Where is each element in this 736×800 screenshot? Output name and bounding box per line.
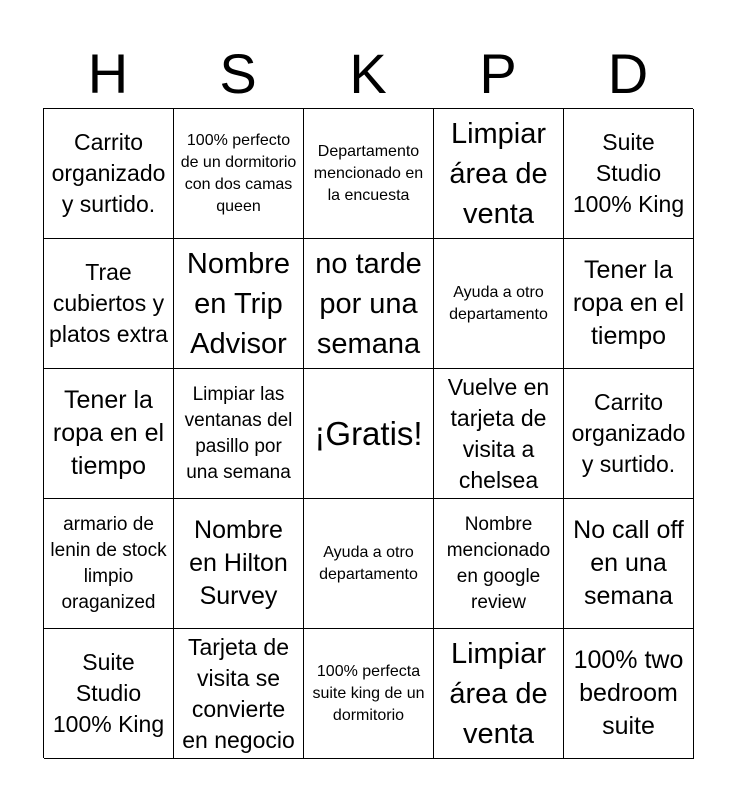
bingo-cell[interactable] bbox=[174, 109, 304, 239]
cell-text: Departamento mencionado en la encuesta bbox=[313, 142, 424, 204]
bingo-cell[interactable] bbox=[434, 239, 564, 369]
cell-text: Carrito organizado y surtido. bbox=[571, 389, 686, 477]
bingo-cell[interactable] bbox=[304, 109, 434, 239]
cell-text: Tener la ropa en el tiempo bbox=[52, 386, 165, 480]
bingo-cell[interactable] bbox=[434, 109, 564, 239]
bingo-cell[interactable] bbox=[434, 499, 564, 629]
bingo-cell[interactable] bbox=[564, 629, 694, 759]
bingo-cell[interactable] bbox=[304, 239, 434, 369]
header-letter-p: P bbox=[479, 42, 517, 105]
bingo-header bbox=[43, 40, 693, 108]
cell-text: Trae cubiertos y platos extra bbox=[49, 259, 168, 347]
header-letter-k: K bbox=[349, 42, 387, 105]
cell-text: Suite Studio 100% King bbox=[572, 129, 685, 217]
cell-text: Limpiar área de venta bbox=[449, 637, 548, 750]
cell-text: 100% two bedroom suite bbox=[573, 646, 684, 740]
bingo-cell[interactable] bbox=[44, 629, 174, 759]
cell-text: Limpiar área de venta bbox=[449, 117, 548, 230]
header-letter-s: S bbox=[219, 42, 257, 105]
cell-text: Limpiar las ventanas del pasillo por una semana bbox=[184, 383, 293, 483]
cell-text: Nombre en Trip Advisor bbox=[186, 247, 291, 360]
cell-text: Tener la ropa en el tiempo bbox=[572, 256, 685, 350]
header-letter-h: H bbox=[87, 42, 129, 105]
cell-text: Nombre en Hilton Survey bbox=[189, 516, 288, 610]
bingo-cell[interactable] bbox=[434, 369, 564, 499]
cell-text: No call off en una semana bbox=[573, 516, 684, 610]
bingo-cell[interactable] bbox=[174, 369, 304, 499]
cell-text: Suite Studio 100% King bbox=[52, 649, 165, 737]
bingo-cell[interactable] bbox=[564, 109, 694, 239]
cell-text: 100% perfecta suite king de un dormitorio bbox=[312, 662, 425, 724]
bingo-cell[interactable] bbox=[434, 629, 564, 759]
bingo-cell[interactable] bbox=[44, 499, 174, 629]
cell-text: 100% perfecto de un dormitorio con dos camas queen bbox=[180, 131, 297, 215]
cell-text: Carrito organizado y surtido. bbox=[51, 129, 166, 217]
bingo-cell[interactable] bbox=[304, 499, 434, 629]
bingo-cell[interactable] bbox=[564, 239, 694, 369]
bingo-cell[interactable] bbox=[174, 239, 304, 369]
bingo-cell[interactable] bbox=[564, 369, 694, 499]
cell-text: Ayuda a otro departamento bbox=[319, 543, 418, 583]
cell-text: Nombre mencionado en google review bbox=[446, 513, 551, 613]
cell-text: no tarde por una semana bbox=[315, 247, 422, 360]
cell-text: Vuelve en tarjeta de visita a chelsea bbox=[447, 373, 550, 493]
cell-text: armario de lenin de stock limpio oraganized bbox=[50, 513, 167, 613]
bingo-cell[interactable] bbox=[304, 629, 434, 759]
bingo-cell[interactable] bbox=[564, 499, 694, 629]
bingo-cell[interactable] bbox=[174, 499, 304, 629]
free-space-text: ¡Gratis! bbox=[314, 414, 423, 452]
cell-text: Ayuda a otro departamento bbox=[449, 283, 548, 323]
free-space-cell[interactable] bbox=[304, 369, 434, 499]
bingo-cell[interactable] bbox=[174, 629, 304, 759]
cell-text: Tarjeta de visita se convierte en negocio bbox=[182, 633, 295, 753]
bingo-cell[interactable] bbox=[44, 109, 174, 239]
bingo-cell[interactable] bbox=[44, 239, 174, 369]
bingo-cell[interactable] bbox=[44, 369, 174, 499]
bingo-grid bbox=[43, 108, 693, 758]
header-letter-d: D bbox=[607, 42, 649, 105]
